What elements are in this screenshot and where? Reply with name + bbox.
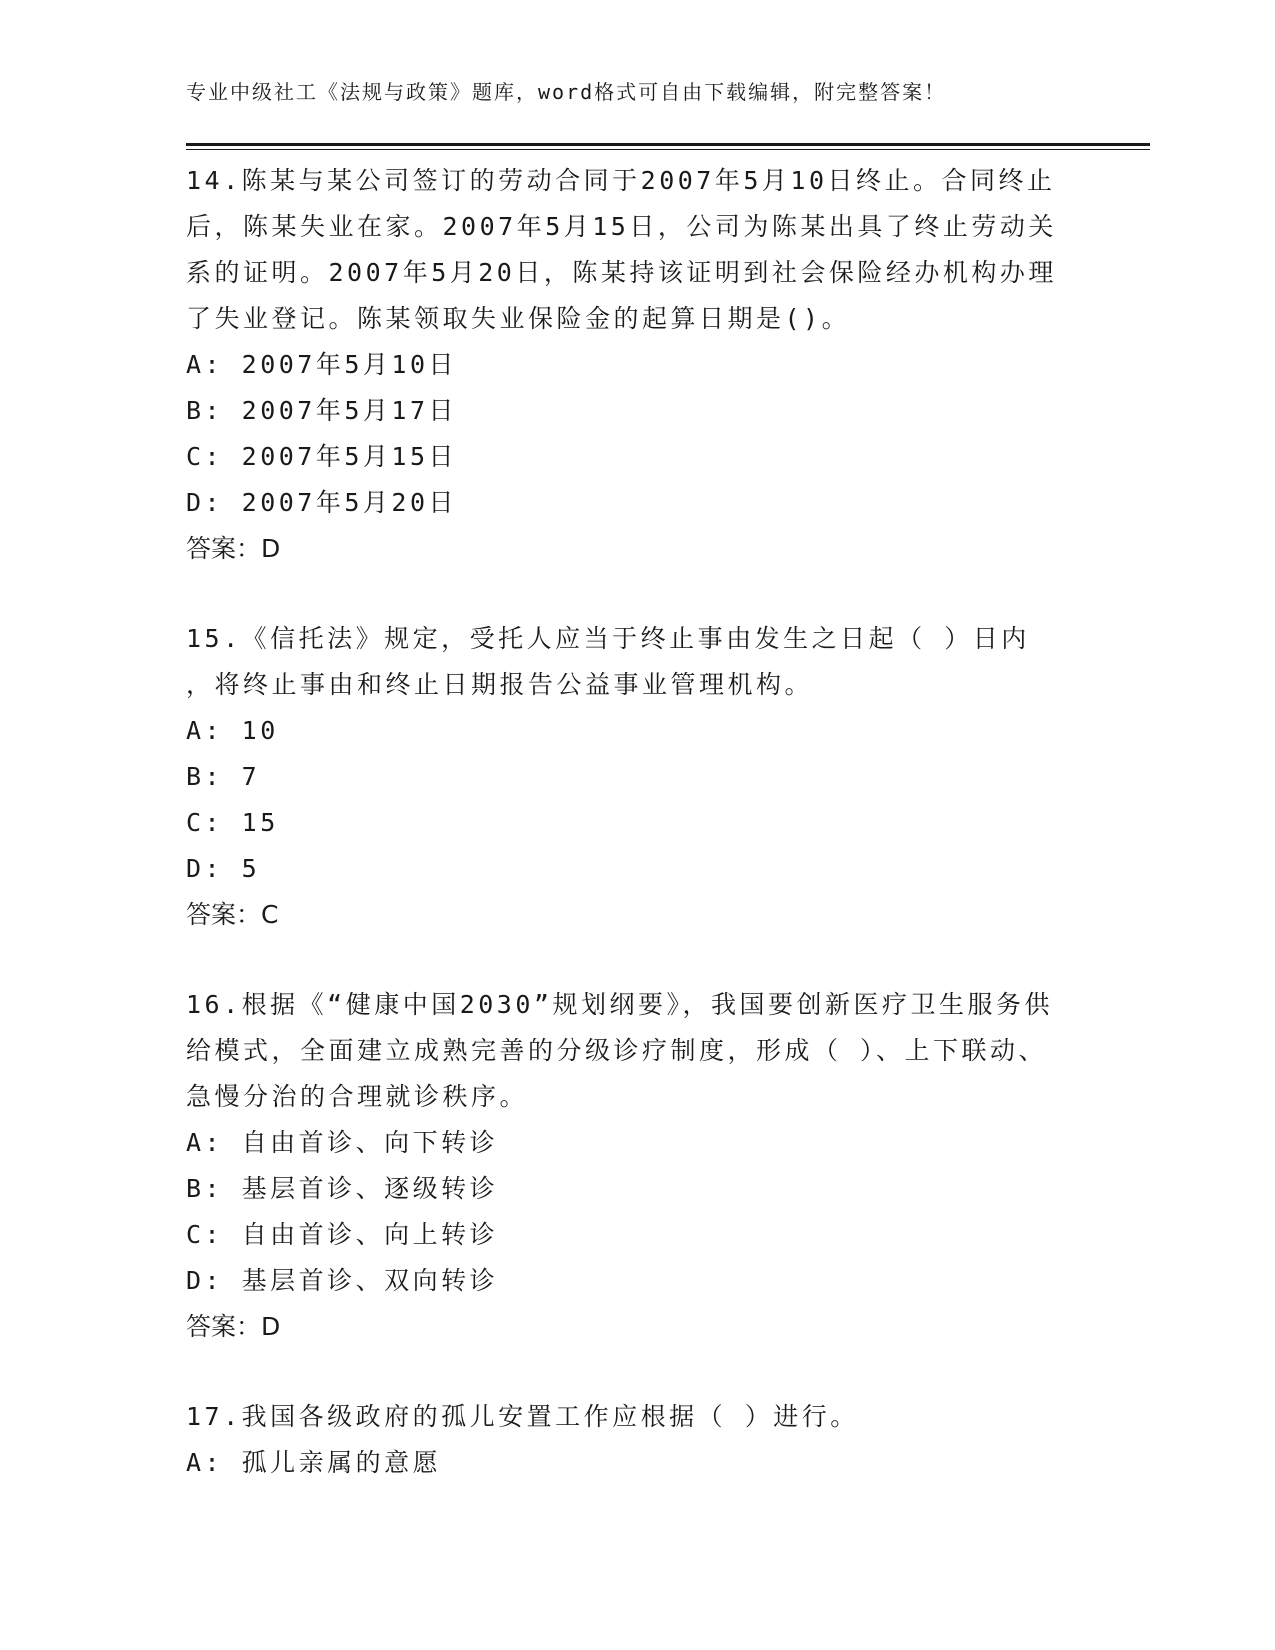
- question-stem: 16.根据《“健康中国2030”规划纲要》，我国要创新医疗卫生服务供 给模式，全面建立成熟完善的分级诊疗制度，形成（ ）、上下联动、 急慢分治的合理就诊秩序。: [186, 990, 1053, 1111]
- option-d: D: 5: [186, 854, 261, 883]
- question-14: [186, 158, 1086, 572]
- answer-line: 答案：C: [186, 900, 279, 929]
- option-b: B: 基层首诊、逐级转诊: [186, 1174, 499, 1203]
- question-stem: 14.陈某与某公司签订的劳动合同于2007年5月10日终止。合同终止 后，陈某失业在家。2007年5月15日，公司为陈某出具了终止劳动关 系的证明。2007年5月20日，陈某持该证明到社会保险经办机构办理 了失业登记。陈某领取失业保险金的起算日期是()。: [186, 166, 1057, 333]
- question-list: [186, 158, 1086, 1486]
- option-a: A: 自由首诊、向下转诊: [186, 1128, 499, 1157]
- option-d: D: 2007年5月20日: [186, 488, 458, 517]
- question-16: [186, 982, 1086, 1350]
- option-c: C: 自由首诊、向上转诊: [186, 1220, 499, 1249]
- question-stem: 17.我国各级政府的孤儿安置工作应根据（ ）进行。: [186, 1402, 859, 1431]
- answer-line: 答案：D: [186, 534, 281, 563]
- question-15: [186, 616, 1086, 938]
- question-stem: 15.《信托法》规定，受托人应当于终止事由发生之日起（ ）日内 ，将终止事由和终止日期报告公益事业管理机构。: [186, 624, 1030, 699]
- header-divider-thick: [186, 143, 1150, 146]
- option-c: C: 15: [186, 808, 279, 837]
- page-header: 专业中级社工《法规与政策》题库，word格式可自由下载编辑，附完整答案！: [186, 80, 947, 104]
- option-d: D: 基层首诊、双向转诊: [186, 1266, 499, 1295]
- header-divider-thin: [186, 149, 1150, 150]
- option-a: A: 孤儿亲属的意愿: [186, 1448, 442, 1477]
- option-c: C: 2007年5月15日: [186, 442, 458, 471]
- option-a: A: 10: [186, 716, 279, 745]
- option-b: B: 2007年5月17日: [186, 396, 458, 425]
- question-17: [186, 1394, 1086, 1486]
- option-b: B: 7: [186, 762, 261, 791]
- option-a: A: 2007年5月10日: [186, 350, 458, 379]
- answer-line: 答案：D: [186, 1312, 281, 1341]
